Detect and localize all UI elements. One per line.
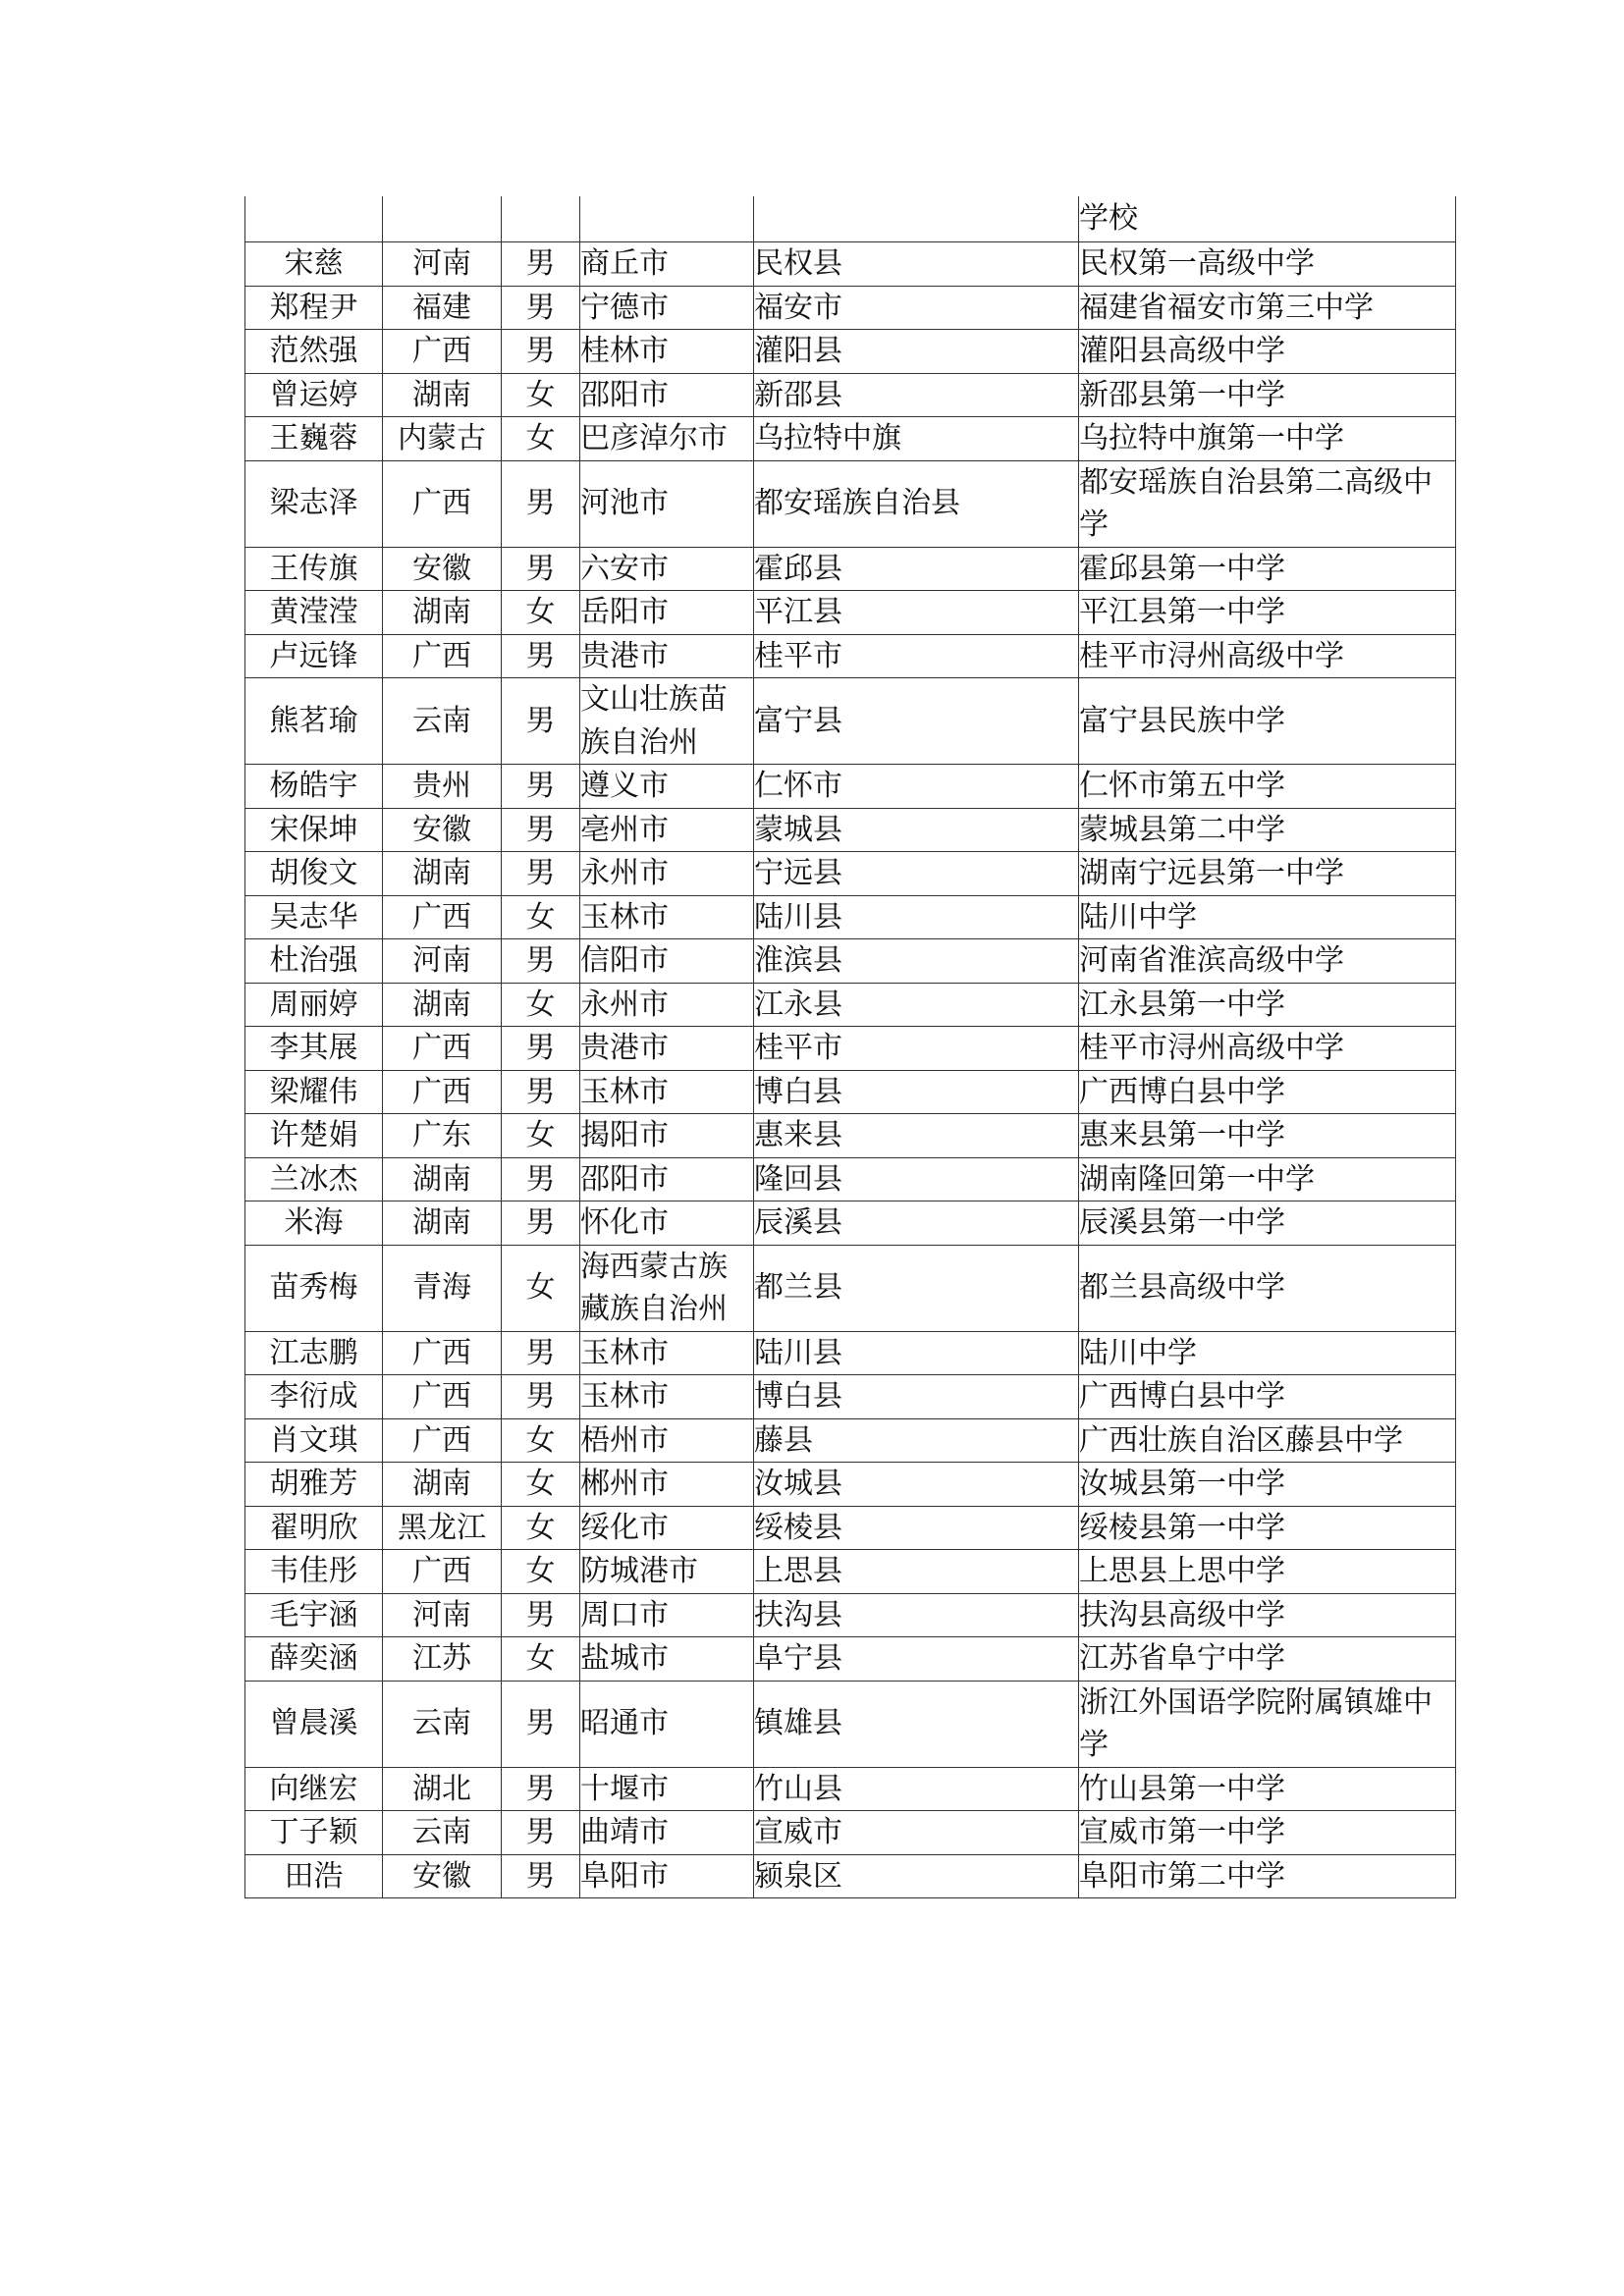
city-cell: 海西蒙古族藏族自治州 (580, 1245, 754, 1331)
gender-cell: 男 (502, 1375, 580, 1419)
school-cell: 汝城县第一中学 (1079, 1463, 1456, 1507)
city-cell: 阜阳市 (580, 1854, 754, 1898)
student-table-body (245, 196, 1456, 1898)
school-cell: 民权第一高级中学 (1079, 242, 1456, 287)
county-cell: 桂平市 (754, 634, 1079, 678)
city-cell: 邵阳市 (580, 1157, 754, 1201)
province-cell: 湖南 (383, 1157, 502, 1201)
province-cell: 湖北 (383, 1767, 502, 1811)
city-cell: 玉林市 (580, 1331, 754, 1375)
city-cell: 玉林市 (580, 1375, 754, 1419)
school-cell: 乌拉特中旗第一中学 (1079, 417, 1456, 461)
gender-cell: 女 (502, 1637, 580, 1682)
table-row (245, 1767, 1456, 1811)
city-cell: 怀化市 (580, 1201, 754, 1246)
city-cell: 周口市 (580, 1593, 754, 1637)
province-cell: 广西 (383, 634, 502, 678)
city-cell: 盐城市 (580, 1637, 754, 1682)
student-name-cell: 曾运婷 (245, 373, 383, 417)
student-name-cell: 田浩 (245, 1854, 383, 1898)
county-cell: 民权县 (754, 242, 1079, 287)
table-row (245, 1854, 1456, 1898)
gender-cell: 女 (502, 1463, 580, 1507)
table-row (245, 1201, 1456, 1246)
table-row (245, 460, 1456, 547)
gender-cell: 男 (502, 1157, 580, 1201)
school-cell: 宣威市第一中学 (1079, 1811, 1456, 1855)
student-name-cell (245, 196, 383, 242)
city-cell: 曲靖市 (580, 1811, 754, 1855)
gender-cell: 男 (502, 678, 580, 765)
table-row (245, 678, 1456, 765)
school-cell: 学校 (1079, 196, 1456, 242)
student-name-cell: 肖文琪 (245, 1418, 383, 1463)
school-cell: 霍邱县第一中学 (1079, 547, 1456, 591)
city-cell: 文山壮族苗族自治州 (580, 678, 754, 765)
school-cell: 广西博白县中学 (1079, 1375, 1456, 1419)
table-row (245, 242, 1456, 287)
city-cell: 巴彦淖尔市 (580, 417, 754, 461)
table-row (245, 1157, 1456, 1201)
gender-cell: 男 (502, 1767, 580, 1811)
county-cell: 镇雄县 (754, 1681, 1079, 1767)
province-cell: 云南 (383, 678, 502, 765)
student-name-cell: 李其展 (245, 1027, 383, 1071)
province-cell: 青海 (383, 1245, 502, 1331)
city-cell: 十堰市 (580, 1767, 754, 1811)
province-cell: 黑龙江 (383, 1506, 502, 1550)
province-cell: 湖南 (383, 852, 502, 896)
gender-cell: 女 (502, 417, 580, 461)
school-cell: 广西壮族自治区藤县中学 (1079, 1418, 1456, 1463)
city-cell: 贵港市 (580, 634, 754, 678)
school-cell: 新邵县第一中学 (1079, 373, 1456, 417)
province-cell: 云南 (383, 1681, 502, 1767)
school-cell: 惠来县第一中学 (1079, 1114, 1456, 1158)
county-cell: 汝城县 (754, 1463, 1079, 1507)
province-cell: 广西 (383, 1070, 502, 1114)
city-cell: 信阳市 (580, 939, 754, 984)
table-row (245, 1550, 1456, 1594)
student-name-cell: 梁志泽 (245, 460, 383, 547)
school-cell: 陆川中学 (1079, 1331, 1456, 1375)
table-row (245, 1506, 1456, 1550)
student-name-cell: 许楚娟 (245, 1114, 383, 1158)
school-cell: 绥棱县第一中学 (1079, 1506, 1456, 1550)
province-cell: 湖南 (383, 1463, 502, 1507)
province-cell: 安徽 (383, 1854, 502, 1898)
table-row-continued (245, 196, 1456, 242)
gender-cell: 男 (502, 330, 580, 374)
table-row (245, 634, 1456, 678)
county-cell: 扶沟县 (754, 1593, 1079, 1637)
county-cell: 惠来县 (754, 1114, 1079, 1158)
city-cell: 揭阳市 (580, 1114, 754, 1158)
student-name-cell: 宋慈 (245, 242, 383, 287)
province-cell: 广西 (383, 1418, 502, 1463)
school-cell: 上思县上思中学 (1079, 1550, 1456, 1594)
county-cell: 颍泉区 (754, 1854, 1079, 1898)
student-name-cell: 黄滢滢 (245, 591, 383, 635)
gender-cell: 男 (502, 765, 580, 809)
school-cell: 仁怀市第五中学 (1079, 765, 1456, 809)
gender-cell: 男 (502, 808, 580, 852)
table-row (245, 286, 1456, 330)
province-cell: 江苏 (383, 1637, 502, 1682)
county-cell: 绥棱县 (754, 1506, 1079, 1550)
province-cell: 河南 (383, 1593, 502, 1637)
student-name-cell: 范然强 (245, 330, 383, 374)
province-cell: 湖南 (383, 983, 502, 1027)
student-name-cell: 米海 (245, 1201, 383, 1246)
table-row (245, 1245, 1456, 1331)
city-cell: 梧州市 (580, 1418, 754, 1463)
student-name-cell: 胡俊文 (245, 852, 383, 896)
student-name-cell: 周丽婷 (245, 983, 383, 1027)
table-row (245, 852, 1456, 896)
province-cell: 安徽 (383, 547, 502, 591)
table-row (245, 808, 1456, 852)
province-cell (383, 196, 502, 242)
county-cell: 都安瑶族自治县 (754, 460, 1079, 547)
table-row (245, 1418, 1456, 1463)
student-name-cell: 杨皓宇 (245, 765, 383, 809)
province-cell: 湖南 (383, 373, 502, 417)
county-cell: 平江县 (754, 591, 1079, 635)
table-row (245, 1331, 1456, 1375)
table-row (245, 373, 1456, 417)
school-cell: 都安瑶族自治县第二高级中学 (1079, 460, 1456, 547)
student-name-cell: 王传旗 (245, 547, 383, 591)
gender-cell: 男 (502, 1070, 580, 1114)
gender-cell: 男 (502, 939, 580, 984)
province-cell: 广西 (383, 1331, 502, 1375)
student-name-cell: 李衍成 (245, 1375, 383, 1419)
city-cell: 岳阳市 (580, 591, 754, 635)
table-row (245, 1637, 1456, 1682)
gender-cell (502, 196, 580, 242)
county-cell: 霍邱县 (754, 547, 1079, 591)
province-cell: 广西 (383, 1550, 502, 1594)
city-cell: 郴州市 (580, 1463, 754, 1507)
table-row (245, 983, 1456, 1027)
gender-cell: 男 (502, 1331, 580, 1375)
table-row (245, 591, 1456, 635)
school-cell: 河南省淮滨高级中学 (1079, 939, 1456, 984)
school-cell: 平江县第一中学 (1079, 591, 1456, 635)
school-cell: 陆川中学 (1079, 895, 1456, 939)
table-row (245, 765, 1456, 809)
school-cell: 湖南隆回第一中学 (1079, 1157, 1456, 1201)
school-cell: 湖南宁远县第一中学 (1079, 852, 1456, 896)
table-row (245, 895, 1456, 939)
gender-cell: 男 (502, 1854, 580, 1898)
student-name-cell: 曾晨溪 (245, 1681, 383, 1767)
gender-cell: 女 (502, 983, 580, 1027)
province-cell: 广西 (383, 1027, 502, 1071)
county-cell: 乌拉特中旗 (754, 417, 1079, 461)
gender-cell: 男 (502, 1811, 580, 1855)
county-cell: 宣威市 (754, 1811, 1079, 1855)
county-cell (754, 196, 1079, 242)
gender-cell: 男 (502, 1593, 580, 1637)
student-name-cell: 梁耀伟 (245, 1070, 383, 1114)
gender-cell: 女 (502, 1245, 580, 1331)
table-row (245, 330, 1456, 374)
school-cell: 福建省福安市第三中学 (1079, 286, 1456, 330)
county-cell: 阜宁县 (754, 1637, 1079, 1682)
county-cell: 淮滨县 (754, 939, 1079, 984)
city-cell: 永州市 (580, 852, 754, 896)
city-cell: 昭通市 (580, 1681, 754, 1767)
table-row (245, 1070, 1456, 1114)
county-cell: 陆川县 (754, 1331, 1079, 1375)
county-cell: 宁远县 (754, 852, 1079, 896)
table-row (245, 417, 1456, 461)
gender-cell: 女 (502, 1550, 580, 1594)
table-row (245, 1375, 1456, 1419)
school-cell: 桂平市浔州高级中学 (1079, 634, 1456, 678)
table-row (245, 1681, 1456, 1767)
gender-cell: 男 (502, 1201, 580, 1246)
student-name-cell: 兰冰杰 (245, 1157, 383, 1201)
gender-cell: 男 (502, 547, 580, 591)
student-name-cell: 向继宏 (245, 1767, 383, 1811)
county-cell: 博白县 (754, 1375, 1079, 1419)
city-cell: 商丘市 (580, 242, 754, 287)
student-name-cell: 薛奕涵 (245, 1637, 383, 1682)
province-cell: 广西 (383, 460, 502, 547)
school-cell: 富宁县民族中学 (1079, 678, 1456, 765)
table-row (245, 1593, 1456, 1637)
county-cell: 博白县 (754, 1070, 1079, 1114)
school-cell: 蒙城县第二中学 (1079, 808, 1456, 852)
student-name-cell: 宋保坤 (245, 808, 383, 852)
gender-cell: 女 (502, 373, 580, 417)
county-cell: 陆川县 (754, 895, 1079, 939)
gender-cell: 女 (502, 1506, 580, 1550)
city-cell: 桂林市 (580, 330, 754, 374)
school-cell: 竹山县第一中学 (1079, 1767, 1456, 1811)
province-cell: 河南 (383, 939, 502, 984)
table-row (245, 1114, 1456, 1158)
city-cell: 亳州市 (580, 808, 754, 852)
gender-cell: 男 (502, 1681, 580, 1767)
school-cell: 阜阳市第二中学 (1079, 1854, 1456, 1898)
province-cell: 贵州 (383, 765, 502, 809)
school-cell: 扶沟县高级中学 (1079, 1593, 1456, 1637)
student-name-cell: 胡雅芳 (245, 1463, 383, 1507)
school-cell: 辰溪县第一中学 (1079, 1201, 1456, 1246)
county-cell: 竹山县 (754, 1767, 1079, 1811)
county-cell: 蒙城县 (754, 808, 1079, 852)
province-cell: 福建 (383, 286, 502, 330)
county-cell: 桂平市 (754, 1027, 1079, 1071)
student-name-cell: 吴志华 (245, 895, 383, 939)
gender-cell: 男 (502, 1027, 580, 1071)
county-cell: 隆回县 (754, 1157, 1079, 1201)
city-cell: 河池市 (580, 460, 754, 547)
county-cell: 新邵县 (754, 373, 1079, 417)
student-name-cell: 熊茗瑜 (245, 678, 383, 765)
province-cell: 广西 (383, 330, 502, 374)
province-cell: 广东 (383, 1114, 502, 1158)
city-cell: 永州市 (580, 983, 754, 1027)
student-name-cell: 江志鹏 (245, 1331, 383, 1375)
gender-cell: 女 (502, 1114, 580, 1158)
county-cell: 灌阳县 (754, 330, 1079, 374)
city-cell: 绥化市 (580, 1506, 754, 1550)
city-cell: 宁德市 (580, 286, 754, 330)
city-cell (580, 196, 754, 242)
province-cell: 河南 (383, 242, 502, 287)
gender-cell: 女 (502, 591, 580, 635)
city-cell: 邵阳市 (580, 373, 754, 417)
gender-cell: 男 (502, 242, 580, 287)
gender-cell: 男 (502, 634, 580, 678)
city-cell: 防城港市 (580, 1550, 754, 1594)
gender-cell: 男 (502, 286, 580, 330)
gender-cell: 女 (502, 1418, 580, 1463)
student-table (244, 196, 1456, 1898)
student-name-cell: 王巍蓉 (245, 417, 383, 461)
school-cell: 广西博白县中学 (1079, 1070, 1456, 1114)
school-cell: 灌阳县高级中学 (1079, 330, 1456, 374)
table-row (245, 1463, 1456, 1507)
city-cell: 遵义市 (580, 765, 754, 809)
province-cell: 广西 (383, 895, 502, 939)
student-name-cell: 翟明欣 (245, 1506, 383, 1550)
student-name-cell: 丁子颖 (245, 1811, 383, 1855)
county-cell: 上思县 (754, 1550, 1079, 1594)
school-cell: 浙江外国语学院附属镇雄中学 (1079, 1681, 1456, 1767)
gender-cell: 男 (502, 460, 580, 547)
school-cell: 江苏省阜宁中学 (1079, 1637, 1456, 1682)
county-cell: 辰溪县 (754, 1201, 1079, 1246)
student-name-cell: 杜治强 (245, 939, 383, 984)
county-cell: 仁怀市 (754, 765, 1079, 809)
city-cell: 玉林市 (580, 1070, 754, 1114)
province-cell: 湖南 (383, 1201, 502, 1246)
table-row (245, 1027, 1456, 1071)
student-name-cell: 毛宇涵 (245, 1593, 383, 1637)
city-cell: 贵港市 (580, 1027, 754, 1071)
province-cell: 内蒙古 (383, 417, 502, 461)
county-cell: 江永县 (754, 983, 1079, 1027)
student-name-cell: 韦佳彤 (245, 1550, 383, 1594)
table-row (245, 547, 1456, 591)
student-name-cell: 卢远锋 (245, 634, 383, 678)
province-cell: 安徽 (383, 808, 502, 852)
county-cell: 藤县 (754, 1418, 1079, 1463)
province-cell: 云南 (383, 1811, 502, 1855)
student-name-cell: 郑程尹 (245, 286, 383, 330)
county-cell: 福安市 (754, 286, 1079, 330)
table-row (245, 939, 1456, 984)
city-cell: 六安市 (580, 547, 754, 591)
school-cell: 江永县第一中学 (1079, 983, 1456, 1027)
gender-cell: 男 (502, 852, 580, 896)
city-cell: 玉林市 (580, 895, 754, 939)
gender-cell: 女 (502, 895, 580, 939)
school-cell: 都兰县高级中学 (1079, 1245, 1456, 1331)
student-name-cell: 苗秀梅 (245, 1245, 383, 1331)
county-cell: 富宁县 (754, 678, 1079, 765)
school-cell: 桂平市浔州高级中学 (1079, 1027, 1456, 1071)
table-row (245, 1811, 1456, 1855)
province-cell: 广西 (383, 1375, 502, 1419)
county-cell: 都兰县 (754, 1245, 1079, 1331)
province-cell: 湖南 (383, 591, 502, 635)
